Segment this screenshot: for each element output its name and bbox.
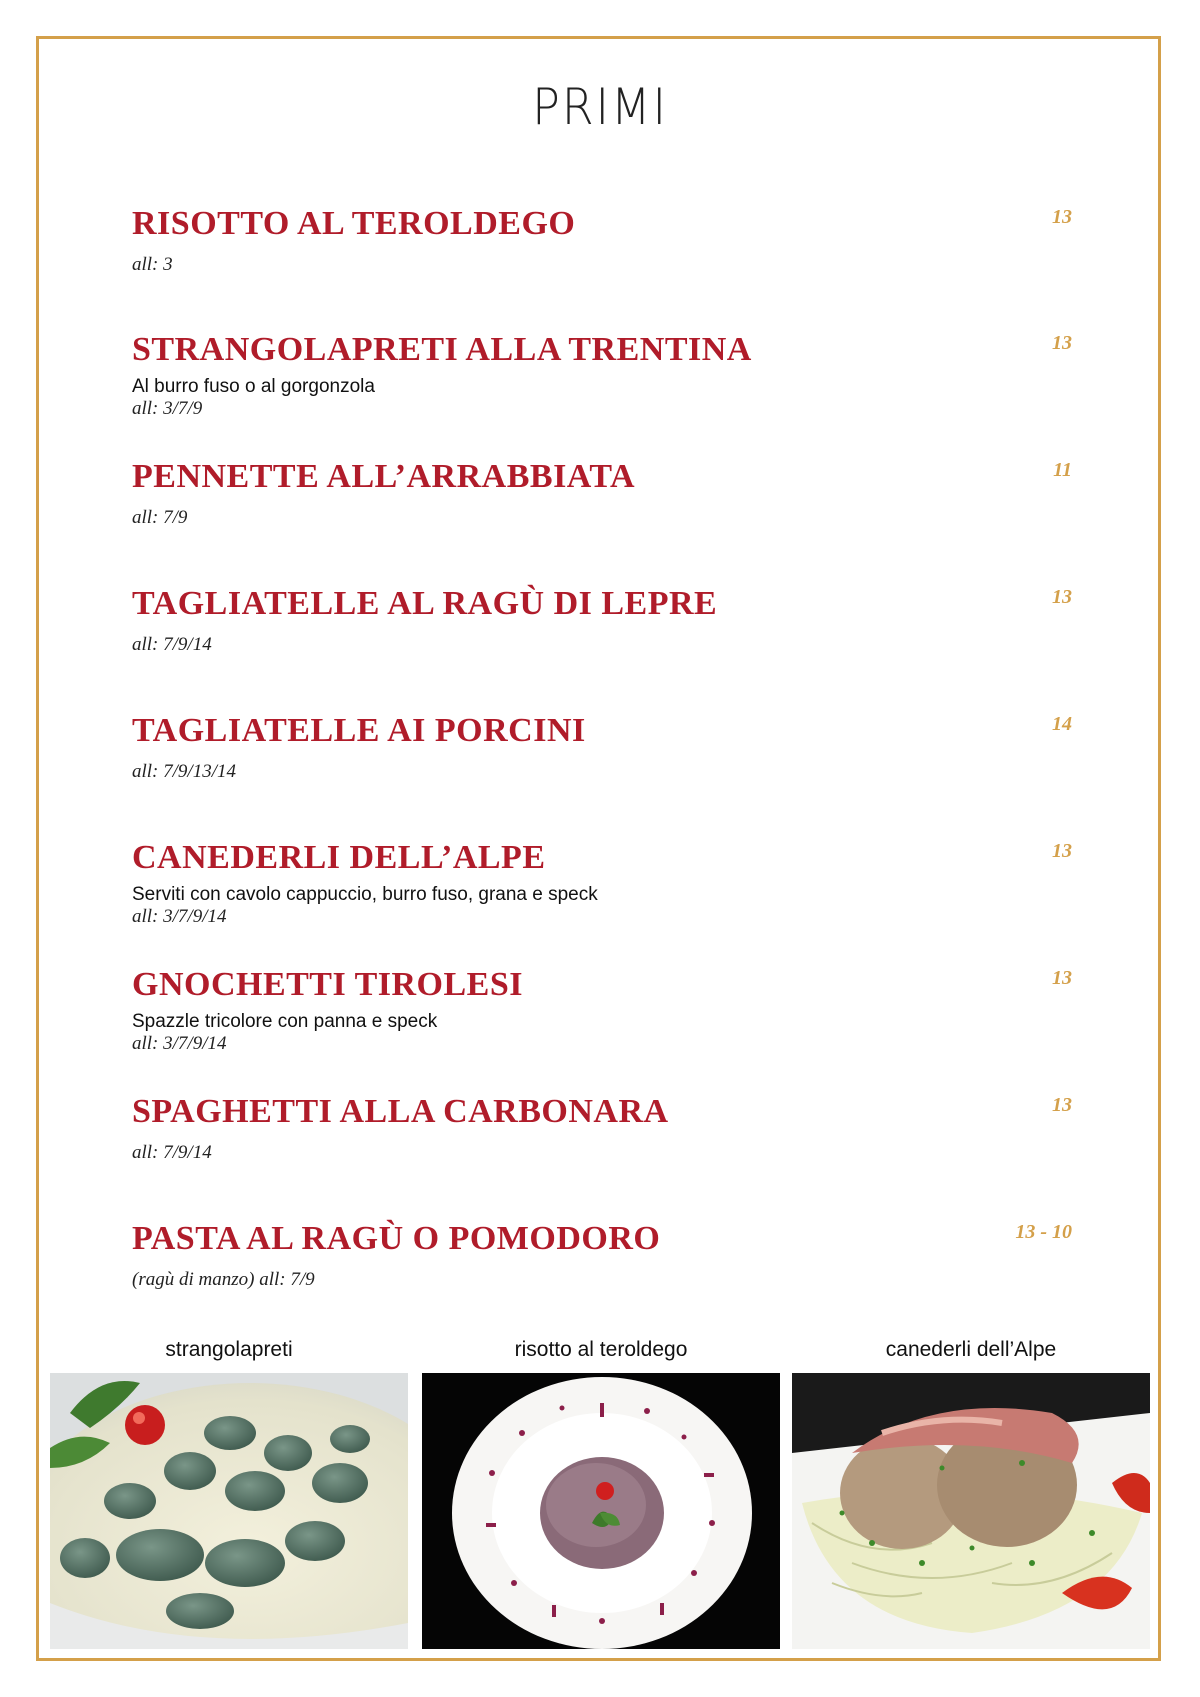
dish-allergens: all: 7/9/14: [132, 1142, 212, 1163]
dish-description: Spazzle tricolore con panna e speck: [132, 1011, 438, 1032]
menu-item: [132, 1219, 1072, 1291]
dish-price: 13: [1052, 840, 1072, 862]
dish-price: 14: [1052, 713, 1072, 735]
photo-caption-risotto: risotto al teroldego: [514, 1338, 688, 1361]
menu-item: [132, 965, 1072, 1055]
photo-caption-strangolapreti: strangolapreti: [165, 1338, 293, 1361]
dish-name: RISOTTO AL TEROLDEGO: [132, 205, 576, 242]
dish-name: STRANGOLAPRETI ALLA TRENTINA: [132, 331, 752, 368]
dish-allergens: (ragù di manzo) all: 7/9: [132, 1269, 315, 1290]
dish-price: 13: [1052, 206, 1072, 228]
menu-item: [132, 584, 1072, 656]
dish-name: PASTA AL RAGÙ O POMODORO: [132, 1220, 661, 1257]
dish-allergens: all: 3/7/9/14: [132, 906, 227, 927]
photo-strangolapreti: [50, 1373, 408, 1649]
menu-item: [132, 330, 1072, 420]
photo-canederli: [792, 1373, 1150, 1649]
menu-item: [132, 204, 1072, 276]
dish-price: 11: [1053, 459, 1072, 481]
canederli-image: [792, 1373, 1150, 1649]
dish-name: PENNETTE ALL’ARRABBIATA: [132, 458, 636, 495]
dish-description: Al burro fuso o al gorgonzola: [132, 376, 375, 397]
dish-name: GNOCHETTI TIROLESI: [132, 966, 524, 1003]
strangolapreti-image: [50, 1373, 408, 1649]
dish-allergens: all: 7/9/13/14: [132, 761, 236, 782]
dish-allergens: all: 7/9: [132, 507, 188, 528]
dish-allergens: all: 3/7/9/14: [132, 1033, 227, 1054]
menu-item: [132, 838, 1072, 928]
menu-item: [132, 457, 1072, 529]
dish-name: TAGLIATELLE AI PORCINI: [132, 712, 586, 749]
photo-caption-canederli: canederli dell’Alpe: [885, 1338, 1057, 1361]
dish-price: 13: [1052, 967, 1072, 989]
risotto-image: [422, 1373, 780, 1649]
dish-name: TAGLIATELLE AL RAGÙ DI LEPRE: [132, 585, 718, 622]
dish-allergens: all: 7/9/14: [132, 634, 212, 655]
dish-price: 13 - 10: [1015, 1221, 1072, 1243]
dish-allergens: all: 3: [132, 254, 173, 275]
dish-name: CANEDERLI DELL’ALPE: [132, 839, 546, 876]
page-title: PRIMI: [532, 78, 668, 136]
dish-description: Serviti con cavolo cappuccio, burro fuso, grana e speck: [132, 884, 598, 905]
dish-name: SPAGHETTI ALLA CARBONARA: [132, 1093, 669, 1130]
dish-price: 13: [1052, 586, 1072, 608]
photo-risotto: [422, 1373, 780, 1649]
dish-price: 13: [1052, 332, 1072, 354]
menu-item: [132, 711, 1072, 783]
dish-allergens: all: 3/7/9: [132, 398, 203, 419]
dish-price: 13: [1052, 1094, 1072, 1116]
menu-item: [132, 1092, 1072, 1164]
